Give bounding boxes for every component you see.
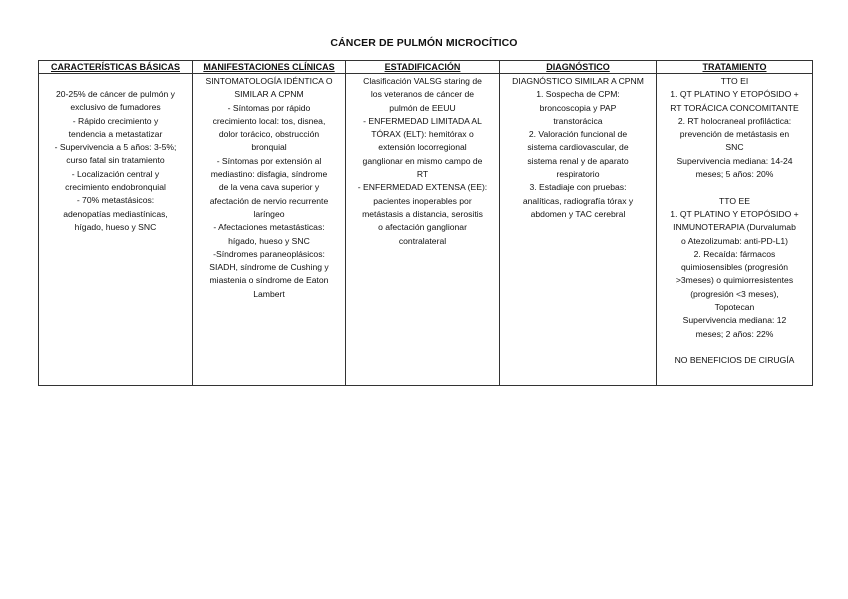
text-line: SIMILAR A CPNM xyxy=(234,89,304,100)
header-row xyxy=(39,61,813,74)
text-line: adenopatías mediastínicas, xyxy=(63,208,168,219)
text-line: SIADH, síndrome de Cushing y xyxy=(209,262,329,273)
text-line: miastenia o síndrome de Eaton xyxy=(209,275,329,286)
text-line: - Supervivencia a 5 años: 3-5%; xyxy=(54,142,177,153)
cell-tratamiento xyxy=(657,74,813,386)
document-title: CÁNCER DE PULMÓN MICROCÍTICO xyxy=(330,37,518,49)
text-line: - Localización central y xyxy=(71,168,160,179)
cell-manifestaciones xyxy=(193,74,346,386)
text-line: de la vena cava superior y xyxy=(218,182,320,193)
text-line: 1. Sospecha de CPM: xyxy=(536,89,620,100)
text-line: - ENFERMEDAD LIMITADA AL xyxy=(363,115,482,126)
text-line: tendencia a metastatizar xyxy=(68,128,163,139)
text-line: hígado, hueso y SNC xyxy=(74,221,157,232)
text-line: quimiosensibles (progresión xyxy=(681,262,788,273)
text-line: - Rápido crecimiento y xyxy=(72,115,159,126)
text-line: Supervivencia mediana: 12 xyxy=(682,315,787,326)
text-line: exclusivo de fumadores xyxy=(70,102,161,113)
text-line: 1. QT PLATINO Y ETOPÓSIDO + xyxy=(670,89,799,100)
text-line: TTO EI xyxy=(720,76,749,86)
text-line: afectación de nervio recurrente xyxy=(209,195,329,206)
text-line: - Afectaciones metastásticas: xyxy=(213,222,325,233)
text-line: - Síntomas por extensión al xyxy=(216,155,322,166)
text-line: contralateral xyxy=(398,235,447,246)
text-line: bronquial xyxy=(251,142,287,153)
text-line: o Atezolizumab: anti-PD-L1) xyxy=(681,235,788,246)
text-line: >3meses) o quimiorresistentes xyxy=(675,275,794,286)
column-header-caracteristicas: CARACTERÍSTICAS BÁSICAS xyxy=(39,61,193,74)
column-header-diagnostico: DIAGNÓSTICO xyxy=(500,61,657,74)
cell-diagnostico xyxy=(500,74,657,386)
text-line: SNC xyxy=(725,142,744,153)
text-line: o afectación ganglionar xyxy=(378,222,467,233)
text-line: Lambert xyxy=(253,288,285,299)
text-line: RT xyxy=(416,169,429,180)
text-line: abdomen y TAC cerebral xyxy=(530,208,626,219)
text-line: TÓRAX (ELT): hemitórax o xyxy=(371,129,474,140)
text-line: transtorácica xyxy=(553,115,603,126)
summary-table xyxy=(38,60,813,386)
text-line: - Síntomas por rápido xyxy=(227,102,311,113)
text-line: RT TORÁCICA CONCOMITANTE xyxy=(670,102,799,113)
text-line: sistema cardiovascular, de xyxy=(527,142,629,153)
cell-estadificacion xyxy=(346,74,500,386)
column-header-estadificacion: ESTADIFICACIÓN xyxy=(346,61,500,74)
text-line: los veteranos de cáncer de xyxy=(370,89,475,100)
text-line: extensión locorregional xyxy=(378,142,467,153)
text-line: 20-25% de cáncer de pulmón y xyxy=(56,89,175,99)
cell-caracteristicas xyxy=(39,74,193,386)
text-line: curso fatal sin tratamiento xyxy=(66,155,165,166)
text-line: analíticas, radiografía tórax y xyxy=(522,195,634,206)
text-line: (progresión <3 meses), xyxy=(690,288,779,299)
text-line: sistema renal y de aparato xyxy=(527,155,629,166)
text-line: Clasificación VALSG staring de xyxy=(363,76,482,86)
text-line: TTO EE xyxy=(719,195,750,206)
text-line: crecimiento endobronquial xyxy=(65,182,166,193)
text-line: prevención de metástasis en xyxy=(679,129,790,140)
text-line: meses; 5 años: 20% xyxy=(695,169,774,180)
text-line: 1. QT PLATINO Y ETOPÓSIDO + xyxy=(670,208,799,219)
text-line: meses; 2 años: 22% xyxy=(695,328,774,339)
content-row xyxy=(39,74,813,386)
text-line: crecimiento local: tos, disnea, xyxy=(212,115,326,126)
text-line: metástasis a distancia, serositis xyxy=(362,208,483,219)
text-line: - ENFERMEDAD EXTENSA (EE): xyxy=(357,182,488,193)
column-header-tratamiento: TRATAMIENTO xyxy=(657,61,813,74)
text-line: INMUNOTERAPIA (Durvalumab xyxy=(673,222,796,233)
text-line: 2. Valoración funcional de xyxy=(528,129,628,140)
text-line: DIAGNÓSTICO SIMILAR A CPNM xyxy=(512,76,644,86)
text-line: 2. RT holocraneal profiláctica: xyxy=(677,115,792,126)
column-header-manifestaciones: MANIFESTACIONES CLÍNICAS xyxy=(193,61,346,74)
text-line: -Síndromes paraneoplásicos: xyxy=(213,248,325,259)
text-line: 3. Estadiaje con pruebas: xyxy=(529,182,627,193)
text-line: pacientes inoperables por xyxy=(373,195,472,206)
spacer xyxy=(661,181,808,194)
text-line: Topotecan xyxy=(714,302,755,313)
surgery-note: NO BENEFICIOS DE CIRUGÍA xyxy=(674,355,795,366)
text-line: laríngeo xyxy=(253,208,285,219)
text-line: mediastino: disfagia, síndrome xyxy=(210,169,328,180)
text-line: hígado, hueso y SNC xyxy=(228,235,310,246)
spacer xyxy=(661,341,808,354)
text-line: ganglionar en mismo campo de xyxy=(362,155,483,166)
text-line: dolor torácico, obstrucción xyxy=(218,129,320,140)
text-line: Supervivencia mediana: 14-24 xyxy=(676,155,793,166)
text-line: broncoscopia y PAP xyxy=(539,102,617,113)
text-line: 2. Recaída: fármacos xyxy=(693,248,776,259)
text-line: pulmón de EEUU xyxy=(389,102,456,113)
text-line: respiratorio xyxy=(556,169,600,180)
text-line: SINTOMATOLOGÍA IDÉNTICA O xyxy=(205,76,333,86)
text-line: - 70% metastásicos: xyxy=(76,195,155,206)
